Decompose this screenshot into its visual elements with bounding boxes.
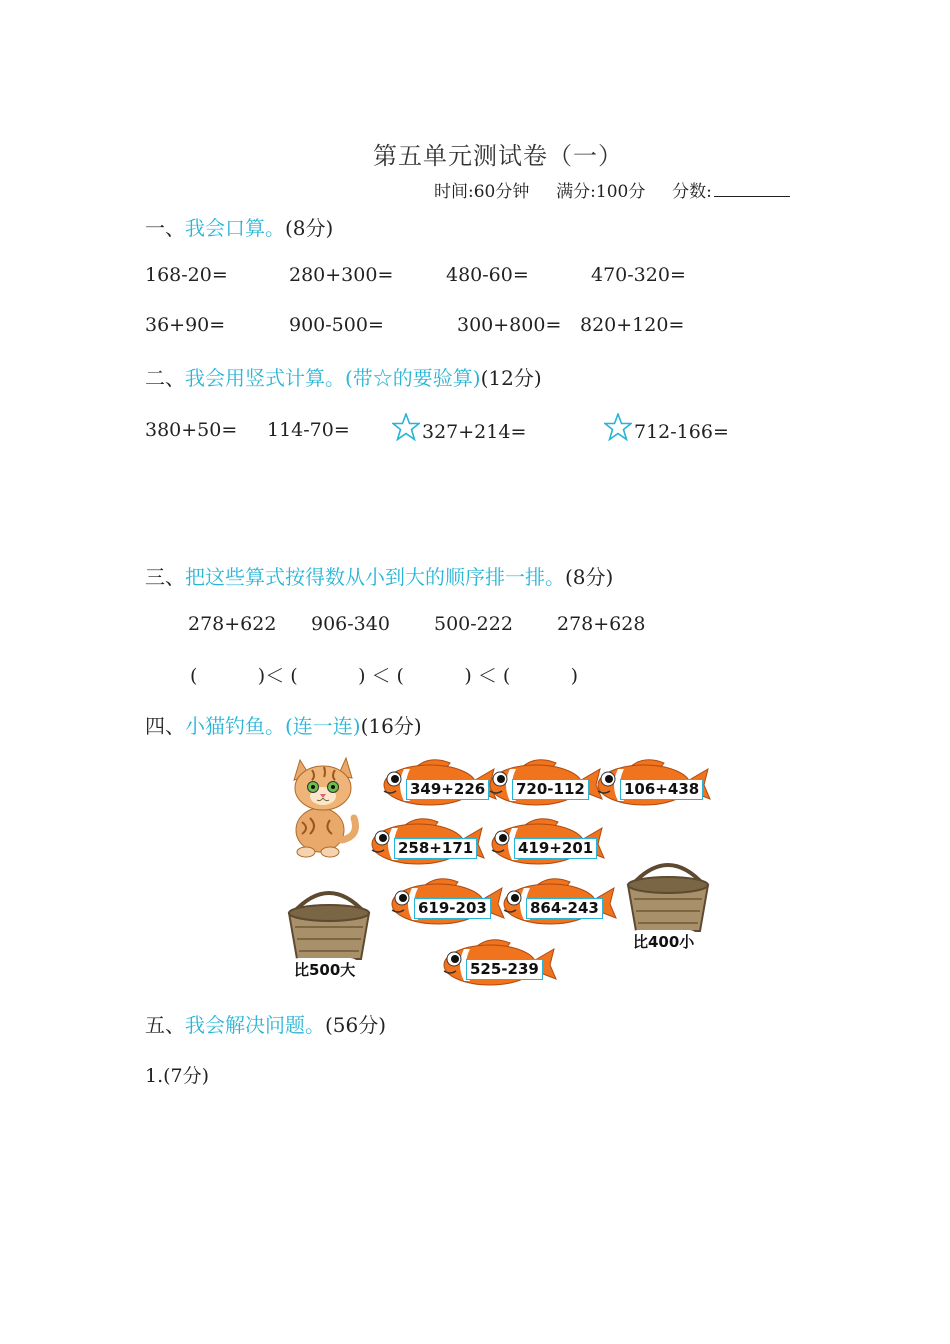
oral-problem: 168-20= xyxy=(145,264,228,286)
score-blank[interactable] xyxy=(714,182,790,197)
order-answer-line[interactable]: ( )＜ ( ) ＜ ( ) ＜ ( ) xyxy=(190,665,579,687)
time-limit: 时间:60分钟 xyxy=(434,182,530,202)
order-expression: 278+628 xyxy=(557,613,646,635)
section-points: (8分) xyxy=(285,216,334,240)
section-number: 三、 xyxy=(145,565,185,589)
fish-expression: 419+201 xyxy=(514,838,597,859)
vertical-problem: 380+50= xyxy=(145,419,238,441)
oral-problem: 280+300= xyxy=(289,264,394,286)
order-expression: 906-340 xyxy=(311,613,390,635)
star-icon xyxy=(392,413,420,446)
section-label: 把这些算式按得数从小到大的顺序排一排。 xyxy=(185,565,565,589)
vertical-problem-with-check xyxy=(604,413,729,446)
fish-card[interactable] xyxy=(438,937,558,993)
section-number: 五、 xyxy=(145,1013,185,1037)
section-points: (56分) xyxy=(325,1013,387,1037)
section-points: (16分) xyxy=(360,714,422,738)
fish-expression: 106+438 xyxy=(620,779,703,800)
section-number: 一、 xyxy=(145,216,185,240)
section-3-heading xyxy=(145,561,613,590)
section-2-heading xyxy=(145,362,542,391)
oral-problem: 36+90= xyxy=(145,314,226,336)
vertical-problem: 712-166= xyxy=(634,421,729,443)
fish-card[interactable] xyxy=(592,757,712,813)
section-label: 小猫钓鱼。(连一连) xyxy=(185,714,361,738)
fish-expression: 864-243 xyxy=(526,898,603,919)
section-label: 我会解决问题。 xyxy=(185,1013,325,1037)
vertical-problem-with-check xyxy=(392,413,526,446)
fish-expression: 525-239 xyxy=(466,959,543,980)
score-label: 分数: xyxy=(672,182,712,202)
page-title: 第五单元测试卷（一） xyxy=(373,142,623,170)
vertical-problem: 327+214= xyxy=(422,421,527,443)
fish-expression: 349+226 xyxy=(406,779,489,800)
order-expression: 500-222 xyxy=(434,613,513,635)
oral-problem: 820+120= xyxy=(580,314,685,336)
section-4-heading xyxy=(145,710,422,739)
section-5-heading xyxy=(145,1009,386,1038)
oral-problem: 470-320= xyxy=(591,264,686,286)
fish-expression: 619-203 xyxy=(414,898,491,919)
section-number: 四、 xyxy=(145,714,185,738)
basket-less-400[interactable] xyxy=(622,847,714,957)
fish-expression: 720-112 xyxy=(512,779,589,800)
fish-expression: 258+171 xyxy=(394,838,477,859)
fish-card[interactable] xyxy=(498,876,618,932)
question-1: 1.(7分) xyxy=(145,1065,210,1087)
star-icon xyxy=(604,413,632,446)
oral-problem: 480-60= xyxy=(446,264,529,286)
section-1-heading xyxy=(145,212,333,241)
fish-card[interactable] xyxy=(486,816,606,872)
basket-label: 比400小 xyxy=(628,930,699,953)
basket-greater-500[interactable] xyxy=(283,875,375,985)
cat-illustration xyxy=(280,752,364,858)
fish-card[interactable] xyxy=(484,757,604,813)
fish-card[interactable] xyxy=(386,876,506,932)
exam-meta xyxy=(434,177,790,202)
vertical-problem: 114-70= xyxy=(267,419,350,441)
basket-label: 比500大 xyxy=(289,958,360,981)
section-points: (12分) xyxy=(480,366,542,390)
order-expression: 278+622 xyxy=(188,613,277,635)
oral-problem: 900-500= xyxy=(289,314,384,336)
fish-card[interactable] xyxy=(378,757,498,813)
oral-problem: 300+800= xyxy=(457,314,562,336)
section-number: 二、 xyxy=(145,366,185,390)
section-label: 我会口算。 xyxy=(185,216,285,240)
section-points: (8分) xyxy=(565,565,614,589)
full-score: 满分:100分 xyxy=(556,182,646,202)
section-label: 我会用竖式计算。(带☆的要验算) xyxy=(185,366,481,390)
fish-card[interactable] xyxy=(366,816,486,872)
